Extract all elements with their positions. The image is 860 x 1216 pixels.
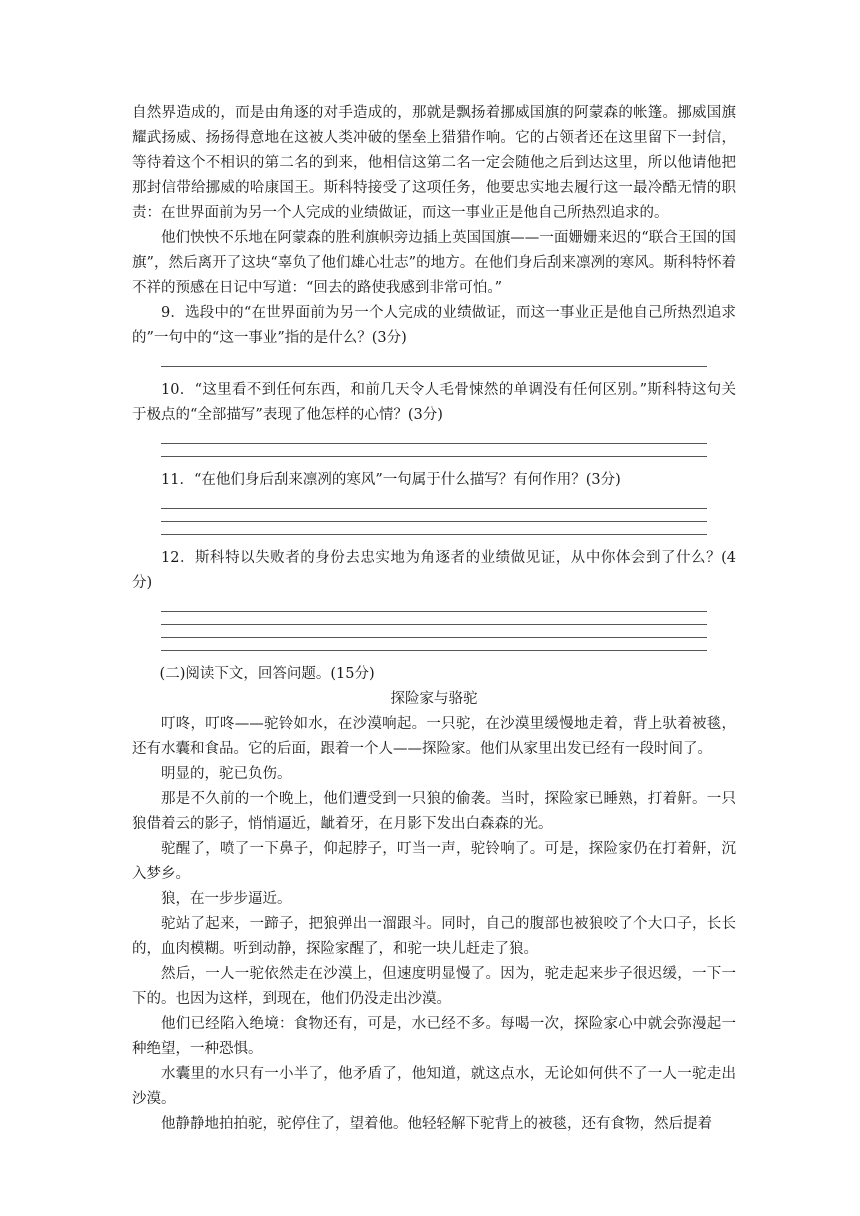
answer-line[interactable] [161,508,707,509]
story-paragraph: 驼醒了，喷了一下鼻子，仰起脖子，叮当一声，驼铃响了。可是，探险家仍在打着鼾，沉入梦乡。 [132,841,736,882]
story-paragraph: 然后，一人一驼依然走在沙漠上，但速度明显慢了。因为，驼走起来步子很迟缓，一下一下的。也因为这样，到现在，他们仍没走出沙漠。 [132,966,736,1007]
answer-line[interactable] [161,456,707,457]
answer-line[interactable] [161,624,707,625]
answer-line[interactable] [161,611,707,612]
story-paragraph: 驼站了起来，一蹄子，把狼弹出一溜跟斗。同时，自己的腹部也被狼咬了个大口子，长长的，血肉模糊。听到动静，探险家醒了，和驼一块儿赶走了狼。 [132,916,736,957]
document-page [132,101,736,1137]
passage-paragraph: 他们怏怏不乐地在阿蒙森的胜利旗帜旁边插上英国国旗——一面姗姗来迟的“联合王国的国旗”，然后离开了这块“辜负了他们雄心壮志”的地方。在他们身后刮来凛冽的寒风。斯科特怀着不祥的预感在日记中写道：“回去的路使我感到非常可怕。” [132,230,736,296]
story-title: 探险家与骆驼 [390,691,478,707]
question-12: 12．斯科特以失败者的身份去忠实地为角逐者的业绩做见证，从中你体会到了什么？(4分) [132,550,736,591]
story-paragraph: 那是不久前的一个晚上，他们遭受到一只狼的偷袭。当时，探险家已睡熟，打着鼾。一只狼借着云的影子，悄悄逼近，龇着牙，在月影下发出白森森的光。 [132,791,736,832]
question-9: 9．选段中的“在世界面前为另一个人完成的业绩做证，而这一事业正是他自己所热烈追求的”一句中的“这一事业”指的是什么？(3分) [132,305,736,346]
story-paragraph: 水囊里的水只有一小半了，他矛盾了，他知道，就这点水，无论如何供不了一人一驼走出沙漠。 [132,1066,736,1107]
story-paragraph: 叮咚，叮咚——驼铃如水，在沙漠响起。一只驼，在沙漠里缓慢地走着，背上驮着被毯，还有水囊和食品。它的后面，跟着一个人——探险家。他们从家里出发已经有一段时间了。 [132,716,736,757]
answer-line[interactable] [161,650,707,651]
story-paragraph: 他静静地拍拍驼，驼停住了，望着他。他轻轻解下驼背上的被毯，还有食物，然后提着 [161,1116,712,1132]
passage-paragraph: 自然界造成的，而是由角逐的对手造成的，那就是飘扬着挪威国旗的阿蒙森的帐篷。挪威国旗耀武扬威、扬扬得意地在这被人类冲破的堡垒上猎猎作响。它的占领者还在这里留下一封信，等待着这个不相识的第二名的到来，他相信这第二名一定会随他之后到达这里，所以他请他把那封信带给挪威的哈康国王。斯科特接受了这项任务，他要忠实地去履行这一最冷酷无情的职责：在世界面前为另一个人完成的业绩做证，而这一事业正是他自己所热烈追求的。 [132,105,736,221]
answer-line[interactable] [161,366,707,367]
section-heading: (二)阅读下文，回答问题。(15分) [159,666,375,682]
story-paragraph: 他们已经陷入绝境：食物还有，可是，水已经不多。每喝一次，探险家心中就会弥漫起一种绝望，一种恐惧。 [132,1016,736,1057]
story-paragraph: 狼，在一步步逼近。 [161,891,292,907]
question-10: 10．“这里看不到任何东西，和前几天令人毛骨悚然的单调没有任何区别。”斯科特这句关于极点的“全部描写”表现了他怎样的心情？(3分) [132,382,736,423]
question-11: 11．“在他们身后刮来凛冽的寒风”一句属于什么描写？有何作用？(3分) [161,472,621,488]
story-paragraph: 明显的，驼已负伤。 [161,766,292,782]
answer-line[interactable] [161,521,707,522]
answer-line[interactable] [161,443,707,444]
answer-line[interactable] [161,637,707,638]
answer-line[interactable] [161,534,707,535]
